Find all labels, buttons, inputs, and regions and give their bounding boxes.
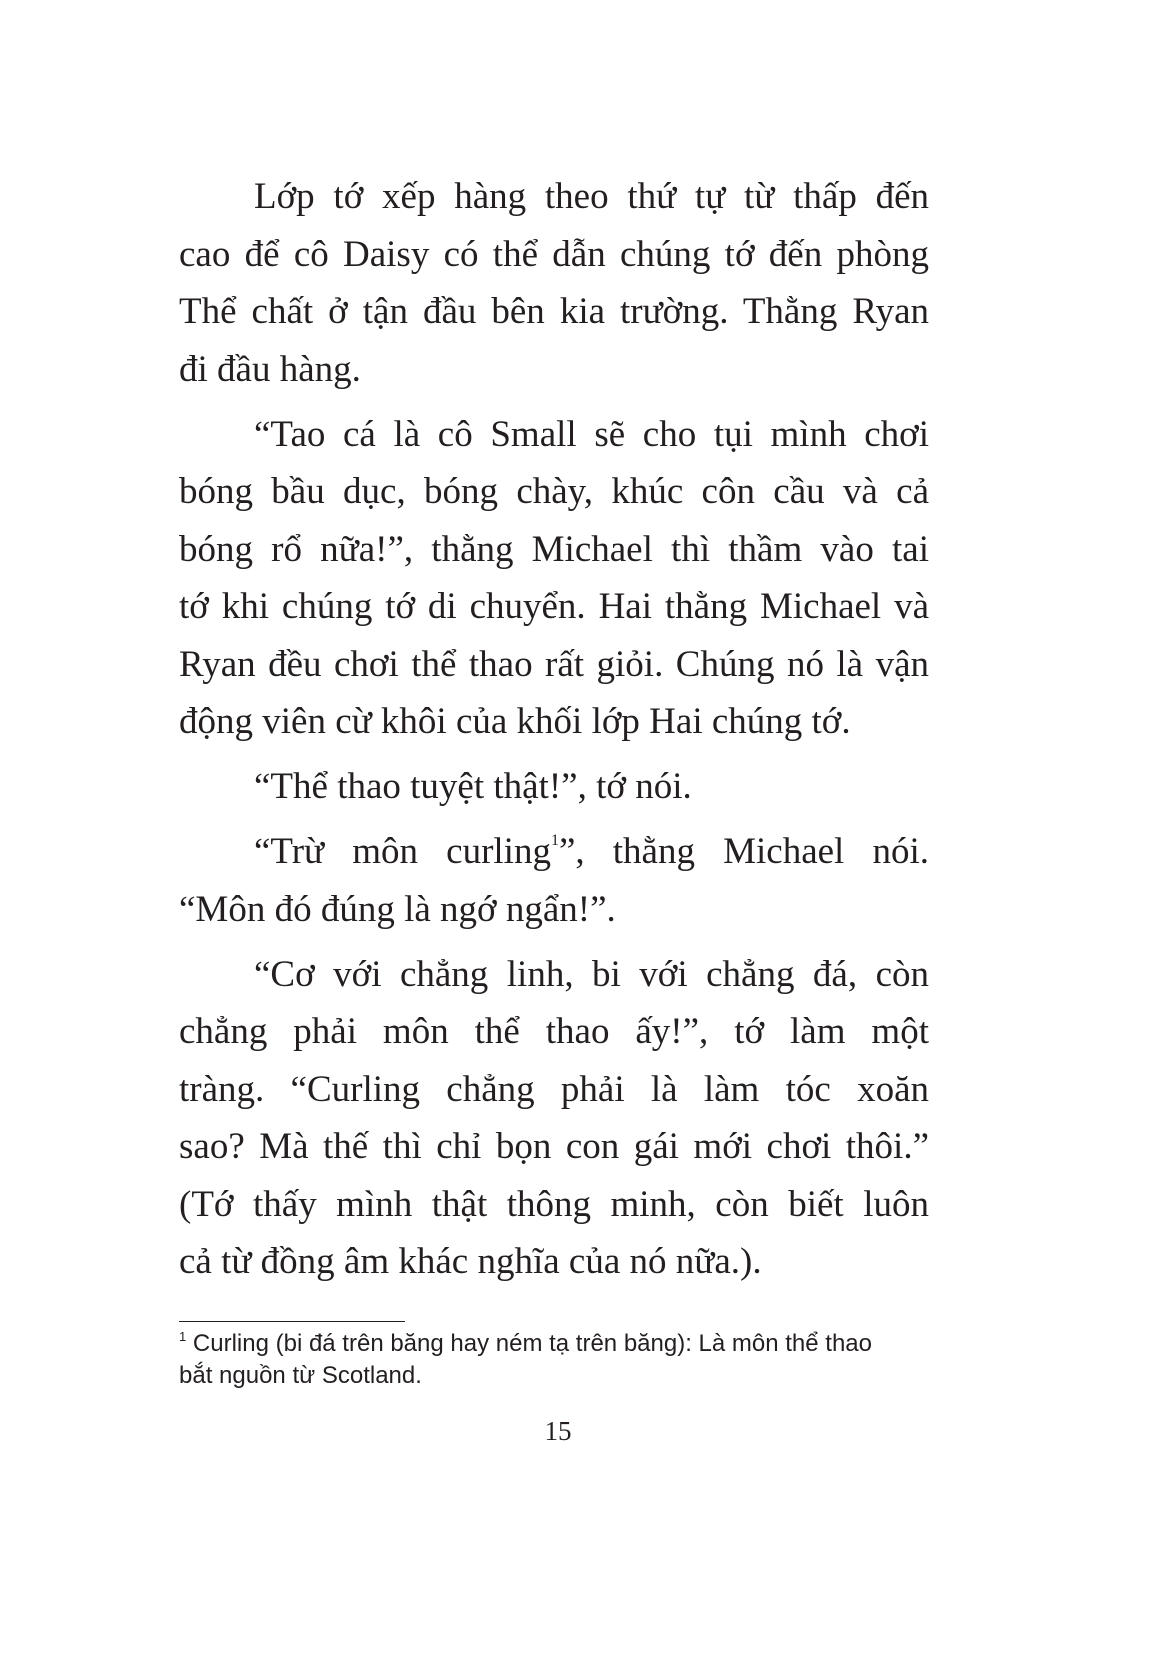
text-line: “Cơ với chẳng linh, bi với chẳng đá, còn — [254, 953, 929, 995]
text-line: tớ khi chúng tớ di chuyển. Hai thằng Michael và — [179, 586, 929, 627]
footnote-ref: 1 — [550, 832, 559, 849]
body-text — [179, 168, 929, 1298]
text-line: động viên cừ khôi của khối lớp Hai chúng tớ. — [179, 701, 851, 742]
footnote-mark: 1 — [179, 1329, 187, 1344]
text-line: “Thể thao tuyệt thật!”, tớ nói. — [254, 766, 692, 807]
page-number: 15 — [544, 1416, 572, 1446]
text-line: “Tao cá là cô Small sẽ cho tụi mình chơi — [254, 413, 929, 455]
footnote-line: bắt nguồn từ Scotland. — [179, 1362, 422, 1389]
paragraph-2 — [179, 406, 929, 751]
text-segment: ”, thằng Michael nói. — [558, 831, 929, 872]
footnote-divider — [179, 1321, 405, 1322]
footnote-line — [179, 1328, 929, 1360]
text-line: cả từ đồng âm khác nghĩa của nó nữa.). — [179, 1241, 762, 1282]
text-line: Lớp tớ xếp hàng theo thứ tự từ thấp đến — [254, 176, 929, 217]
paragraph-3 — [179, 758, 929, 816]
text-line: chẳng phải môn thể thao ấy!”, tớ làm một — [179, 1011, 929, 1052]
text-line: Thể chất ở tận đầu bên kia trường. Thằng Ryan — [179, 291, 929, 332]
footnote-text: Curling (bi đá trên băng hay ném tạ trên băng): Là môn thể thao — [192, 1330, 872, 1357]
text-line: bóng rổ nữa!”, thằng Michael thì thầm vào tai — [179, 528, 929, 570]
text-line: cao để cô Daisy có thể dẫn chúng tớ đến phòng — [179, 233, 929, 275]
text-line — [179, 823, 929, 881]
text-line: bóng bầu dục, bóng chày, khúc côn cầu và cả — [179, 471, 929, 512]
text-line: (Tớ thấy mình thật thông minh, còn biết luôn — [179, 1183, 929, 1225]
text-line: “Môn đó đúng là ngớ ngẩn!”. — [179, 888, 616, 930]
paragraph-1 — [179, 168, 929, 398]
text-line: Ryan đều chơi thể thao rất giỏi. Chúng nó là vận — [179, 643, 929, 685]
text-segment: “Trừ môn curling — [254, 831, 551, 872]
paragraph-5 — [179, 946, 929, 1291]
text-line: tràng. “Curling chẳng phải là làm tóc xoăn — [179, 1068, 929, 1110]
text-line: đi đầu hàng. — [179, 348, 361, 390]
paragraph-4 — [179, 823, 929, 938]
text-line: sao? Mà thế thì chỉ bọn con gái mới chơi thôi.” — [179, 1126, 929, 1167]
footnote — [179, 1328, 929, 1392]
